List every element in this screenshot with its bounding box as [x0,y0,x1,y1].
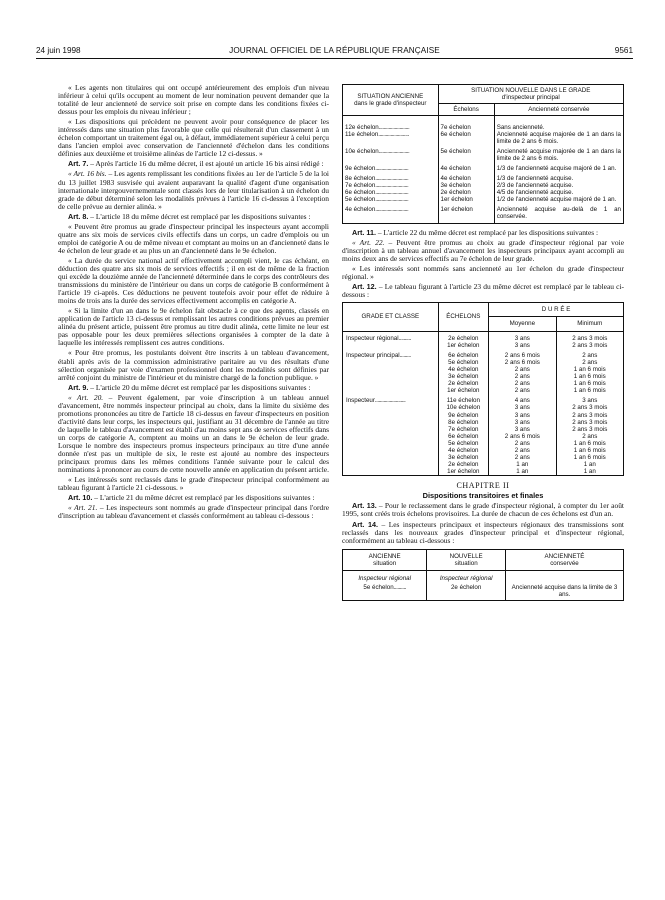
table-row: Inspecteur......................... 11e échelon 4 ans 3 ans [343,394,624,404]
paragraph: « Pour être promus, les postulants doivent être inscrits à un tableau d'avancement, établi après avis de la commission administrative paritaire au vu des résultats d'une sélection organisée par voie d'examen professionnel dont les modalités sont définies par arrêté conjoint du ministre de l'intérieur et du ministre chargé de la fonction publique. » [58,348,329,382]
table-row: Inspecteur régional.......... 2e échelon 3 ans 2 ans 3 mois [343,331,624,342]
table-row: 5e échelon........................... 1er échelon 1/2 de l'ancienneté acquise majoré de 1 an. [343,196,624,203]
article-label: Art. 11. [352,228,376,237]
paragraph: « Les intéressés sont reclassés dans le grade d'inspecteur principal conformément au tableau figurant à l'article 21 ci-dessous. » [58,475,329,493]
table-row: 1er échelon 1 an 1 an [343,468,624,476]
table-row: 3e échelon 2 ans 1 an 6 mois [343,454,624,461]
table-row: 9e échelon 3 ans 2 ans 3 mois [343,412,624,419]
chapter-title: Dispositions transitoires et finales [422,491,544,501]
article-22: « Art. 22. – Peuvent être promus au choix au grade d'inspecteur régional par voie d'inscription à un tableau annuel d'avancement les inspecteurs principaux ayant accompli au moins deux ans de services effectifs au 7e échelon de leur grade. [342,238,624,264]
chapter-heading: CHAPITRE II [456,481,510,491]
table-row: 6e échelon 2 ans 6 mois 2 ans [343,433,624,440]
article-label: Art. 8. [68,211,89,221]
table-header: GRADE ET CLASSE [343,303,439,331]
table-row: Inspecteur régional Inspecteur régional [343,570,624,584]
article-7: Art. 7. – Après l'article 16 du même décret, il est ajouté un article 16 bis ainsi rédigé : [68,159,324,169]
article-13: Art. 13. – Pour le reclassement dans le grade d'inspecteur régional, à compter du 1er août 1995, sont créés trois échelons provisoires. La durée de chacun de ces échelons est d'un an. [342,501,624,519]
table-row: 1er échelon 3 ans 2 ans 3 mois [343,342,624,349]
table-row: 3e échelon 2 ans 1 an 6 mois [343,373,624,380]
header-page-number: 9561 [614,46,633,55]
duree-echelons-table [342,302,624,476]
article-label: « Art. 20. [68,392,104,402]
article-label: Art. 10. [68,493,93,503]
article-11: Art. 11. – L'article 22 du même décret est remplacé par les dispositions suivantes : [352,228,599,237]
table-header: D U R É E [489,303,624,317]
article-8: Art. 8. – L'article 18 du même décret est remplacé par les dispositions suivantes : [68,211,311,221]
article-label: « Art. 21. [68,503,98,513]
header-date: 24 juin 1998 [36,46,81,55]
left-column [58,84,329,522]
table-row: 1er échelon 2 ans 1 an 6 mois [343,387,624,394]
article-10: Art. 10. – L'article 21 du même décret est remplacé par les dispositions suivantes : [68,493,315,503]
table-row: 2e échelon 2 ans 1 an 6 mois [343,380,624,387]
header-rule [36,58,633,59]
paragraph: « Les intéressés sont nommés sans ancienneté au 1er échelon du grade d'inspecteur régional. » [342,264,624,282]
table-header: Moyenne [489,317,556,331]
header-journal-title: JOURNAL OFFICIEL DE LA RÉPUBLIQUE FRANÇAISE [229,46,440,55]
article-label: « Art. 22. [352,238,385,248]
article-label: Art. 13. [352,501,377,511]
table-row: 5e échelon.......... 2e échelon Ancienneté acquise dans la limite de 3 ans. [343,584,624,601]
table-header: ANCIENNE situation [343,549,427,570]
table-header: SITUATION NOUVELLE DANS LE GRADE d'inspecteur principal [438,85,623,104]
table-row: 5e échelon 2 ans 6 mois 2 ans [343,359,624,366]
table-row: 6e échelon........................... 2e échelon 4/5 de l'ancienneté acquise. [343,189,624,196]
table-header: ANCIENNETÉ conservée [505,549,623,570]
article-label: « Art. 16 bis. [68,169,107,179]
paragraph: « La durée du service national actif effectivement accompli vient, le cas échéant, en déduction des quatre ans six mois de services effectifs ; il en est de même de la fraction qui excède la douzième année de l'ancienneté déterminée dans le corps des contrôleurs des transmissions du ministère de l'intérieur ou dans un corps de catégorie B conformément à l'article 19 ci-après. Ces déductions ne peuvent toutefois avoir pour effet de réduire à moins de trois ans la durée des services effectivement accomplis en catégorie A. [58,255,329,306]
article-21: « Art. 21. – Les inspecteurs sont nommés au grade d'inspecteur principal dans l'ordre d'inscription au tableau d'avancement et classés conformément au tableau ci-dessous : [58,503,329,521]
paragraph: « Les agents non titulaires qui ont occupé antérieurement des emplois d'un niveau inférieur à celui qu'ils occupent au moment de leur nomination peuvent demander que la totalité de leur ancienneté de service soit prise en compte dans les conditions fixées ci-dessus pour les emplois du niveau inférieur ; [58,83,329,117]
table-header: Minimum [556,317,623,331]
table-row: 10e échelon......................... 5e échelon Ancienneté acquise majorée de 1 an dans la limite de 2 ans 6 mois. [343,145,624,162]
article-20: « Art. 20. – Peuvent également, par voie d'inscription à un tableau annuel d'avancement, être nommés inspecteur principal au choix, dans la limite du sixième des promotions prononcées au titre de l'article 18 ci-dessus en faveur d'inspecteurs en position d'activité dans leur corps, les inspecteurs qui, justifiant au 31 décembre de l'année au titre de laquelle le tableau d'avancement est établi d'au moins sept ans de services effectifs dans un corps de catégorie A, comptent au moins un an dans le 9e échelon de leur grade. Lorsque le nombre des inspecteurs promus inspecteurs principaux au titre d'une année donnée n'est pas un multiple de six, le reste est ajouté au nombre des inspecteurs principaux promus dans les mêmes conditions l'année suivante pour le calcul des nominations à prononcer au cours de cette nouvelle année en application du présent article. [58,392,329,475]
table-row: 4e échelon 2 ans 1 an 6 mois [343,366,624,373]
table-row: 11e échelon......................... 6e échelon Ancienneté acquise majorée de 1 an dans la limite de 2 ans 6 mois. [343,131,624,145]
article-16-bis: « Art. 16 bis. – Les agents remplissant les conditions fixées au 1er de l'article 5 de la loi du 13 juillet 1983 susvisée qui avaient auparavant la qualité d'agent d'une organisation internationale intergouvernementale sont classés lors de leur titularisation à un échelon du grade de début déterminé selon les modalités prévues à l'article 16 ci-dessus à l'exception de celle prévue au dernier alinéa. » [58,169,329,211]
table-header: NOUVELLE situation [427,549,506,570]
table-row: 8e échelon........................... 4e échelon 1/3 de l'ancienneté acquise. [343,172,624,182]
article-label: Art. 7. [68,159,89,169]
table-header: Échelons [438,104,494,116]
article-12: Art. 12. – Le tableau figurant à l'article 23 du même décret est remplacé par le tableau ci-dessous : [342,282,624,300]
table-header: ÉCHELONS [438,303,489,331]
table-header: SITUATION ANCIENNE dans le grade d'inspecteur [343,85,439,116]
article-label: Art. 14. [352,519,378,529]
table-row: 7e échelon........................... 3e échelon 2/3 de l'ancienneté acquise. [343,182,624,189]
reclassement-table-inspecteur-principal [342,84,624,224]
article-label: Art. 12. [352,282,377,292]
paragraph: « Les dispositions qui précèdent ne peuvent avoir pour conséquence de placer les intéressés dans une situation plus favorable que celle qui résulterait d'un classement à un échelon comportant un traitement égal ou, à défaut, immédiatement supérieur à celui perçu dans l'ancien emploi avec conservation de l'ancienneté d'échelon dans les conditions définies aux deuxième et troisième alinéas de l'article 12 ci-dessus. » [58,117,329,159]
paragraph: « Peuvent être promus au grade d'inspecteur principal les inspecteurs ayant accompli quatre ans six mois de services civils effectifs dans un corps, un cadre d'emplois ou un emploi de catégorie A ou de même niveau et comptant au moins un an d'ancienneté dans le 4e échelon de leur grade et au plus un an d'ancienneté dans le 9e échelon. [58,221,329,255]
table-row: 8e échelon 3 ans 2 ans 3 mois [343,419,624,426]
table-row: 4e échelon 2 ans 1 an 6 mois [343,447,624,454]
table-row: 10e échelon 3 ans 2 ans 3 mois [343,404,624,411]
table-row: 7e échelon 3 ans 2 ans 3 mois [343,426,624,433]
reclassement-table-transitoire [342,549,624,601]
table-row: 4e échelon........................... 1er échelon Ancienneté acquise au-delà de 1 an conservée. [343,203,624,224]
table-row: 12e échelon......................... 7e échelon Sans ancienneté. [343,116,624,132]
article-label: Art. 9. [68,382,89,392]
article-14: Art. 14. – Les inspecteurs principaux et inspecteurs régionaux des transmissions sont reclassés dans les nouveaux grades d'inspecteur principal et d'inspecteur régional, conformément au tableau ci-dessous : [342,519,624,545]
article-9: Art. 9. – L'article 20 du même décret est remplacé par les dispositions suivantes : [68,382,311,392]
table-row: 5e échelon 2 ans 1 an 6 mois [343,440,624,447]
table-row: 9e échelon........................... 4e échelon 1/3 de l'ancienneté acquise majoré de 1 an. [343,162,624,172]
right-column [342,84,624,601]
paragraph: « Si la limite d'un an dans le 9e échelon fait obstacle à ce que des agents, classés en application de l'article 13 ci-dessus et remplissant les autres conditions prévues au premier alinéa du présent article, puissent être promus au titre dudit alinéa, cette limite ne leur est pas opposable pour les deux premières sélections organisées à compter de la date à laquelle les intéressés remplissent ces autres conditions. [58,306,329,348]
table-row: Inspecteur principal......... 6e échelon 2 ans 6 mois 2 ans [343,349,624,359]
table-row: 2e échelon 1 an 1 an [343,461,624,468]
table-header: Ancienneté conservée [494,104,623,116]
